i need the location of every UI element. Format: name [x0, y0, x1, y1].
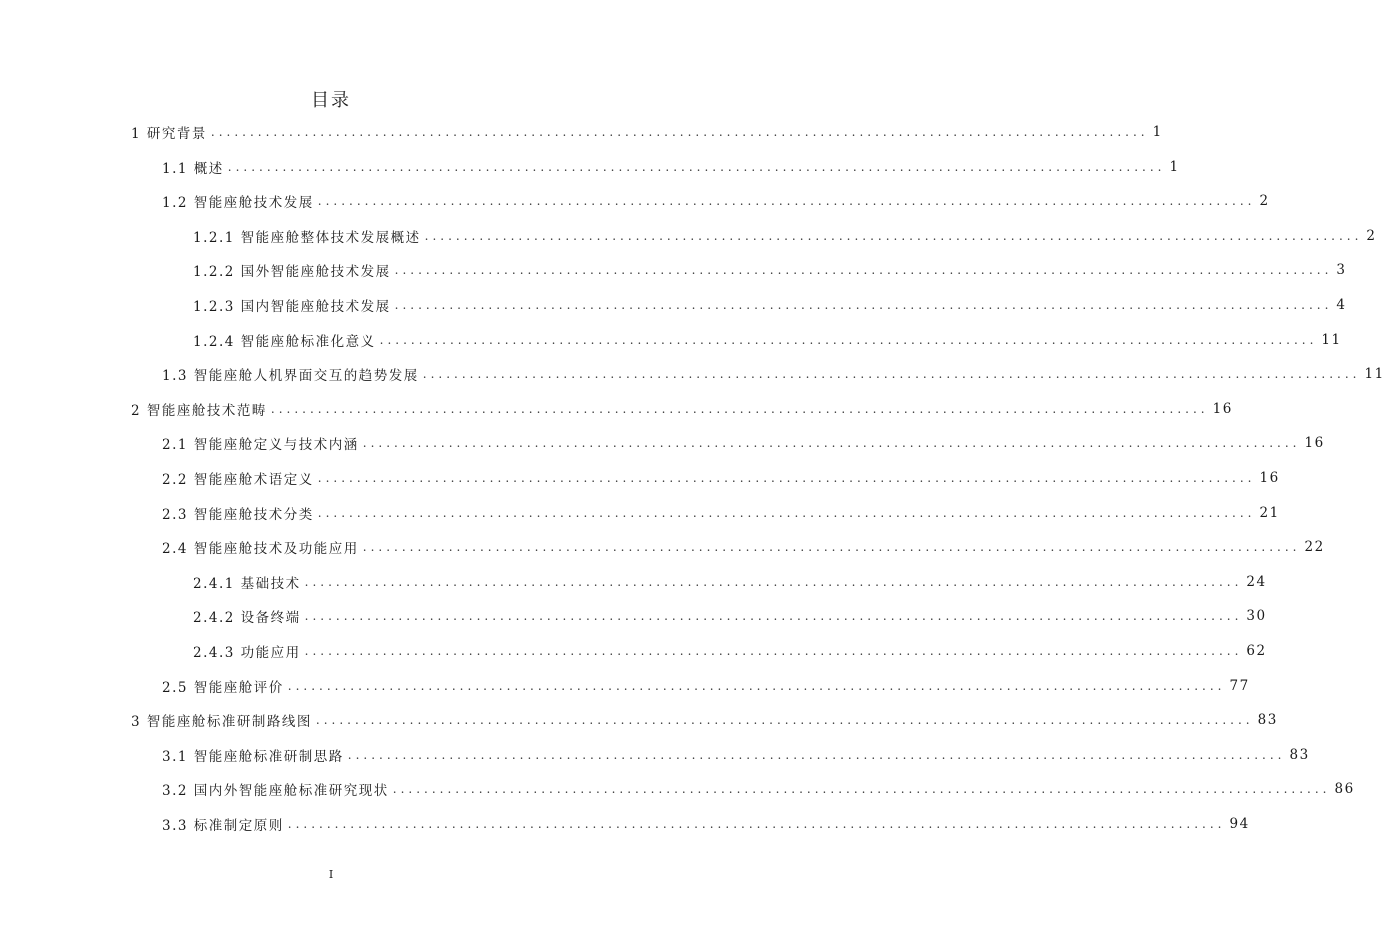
toc-entry-label: 1.2.4 智能座舱标准化意义	[193, 333, 376, 350]
toc-entry-page: 94	[1229, 816, 1250, 832]
toc-entry-label: 2.2 智能座舱术语定义	[162, 472, 314, 488]
toc-entry-page: 2	[1259, 193, 1270, 210]
toc-leader-dots: ........................................................................................................................	[317, 505, 1256, 520]
toc-leader-dots: ........................................................................................................................	[304, 644, 1243, 658]
toc-entry-page: 1	[1152, 124, 1163, 140]
toc-entry-page: 77	[1229, 677, 1250, 694]
toc-entry[interactable]	[131, 118, 1163, 146]
toc-leader-dots: ........................................................................................................................	[394, 263, 1333, 278]
toc-entry-label: 3.3 标准制定原则	[162, 818, 284, 834]
toc-entry-label: 2.4.1 基础技术	[193, 575, 301, 592]
toc-entry[interactable]	[193, 291, 1347, 319]
toc-leader-dots: ........................................................................................................................	[422, 367, 1361, 382]
toc-leader-dots: ........................................................................................................................	[424, 228, 1363, 243]
toc-entry[interactable]	[162, 533, 1325, 561]
toc-entry[interactable]	[162, 741, 1310, 769]
toc-entry-label: 1 研究背景	[131, 126, 207, 142]
toc-leader-dots: ........................................................................................................................	[379, 332, 1318, 347]
toc-entry[interactable]	[162, 464, 1280, 492]
toc-leader-dots: ........................................................................................................................	[317, 194, 1256, 209]
toc-leader-dots: ........................................................................................................................	[362, 436, 1301, 451]
toc-entry-label: 3.1 智能座舱标准研制思路	[162, 748, 344, 765]
toc-entry[interactable]	[193, 256, 1347, 284]
toc-entry[interactable]	[193, 637, 1267, 665]
toc-entry[interactable]	[162, 672, 1250, 700]
toc-entry-label: 2.1 智能座舱定义与技术内涵	[162, 437, 359, 454]
toc-entry-label: 1.2.2 国外智能座舱技术发展	[193, 264, 391, 281]
toc-entry-label: 1.3 智能座舱人机界面交互的趋势发展	[162, 368, 419, 385]
toc-entry-label: 1.2.1 智能座舱整体技术发展概述	[193, 229, 421, 246]
toc-entry-page: 24	[1246, 573, 1267, 590]
toc-entry-label: 1.2.3 国内智能座舱技术发展	[193, 299, 391, 315]
toc-leader-dots: ........................................................................................................................	[210, 125, 1149, 139]
toc-title: 目录	[311, 90, 351, 111]
toc-leader-dots: ........................................................................................................................	[317, 471, 1256, 485]
toc-entry-page: 11	[1364, 366, 1385, 383]
toc-entry-page: 86	[1334, 781, 1355, 798]
toc-entry-page: 16	[1259, 470, 1280, 486]
toc-leader-dots: ........................................................................................................................	[304, 609, 1243, 624]
toc-entry-page: 22	[1304, 539, 1325, 556]
toc-entry-page: 11	[1321, 331, 1342, 348]
toc-leader-dots: ........................................................................................................................	[347, 747, 1286, 762]
toc-entry[interactable]	[162, 429, 1325, 457]
toc-entry[interactable]	[162, 153, 1180, 181]
toc-leader-dots: ........................................................................................................................	[227, 159, 1166, 174]
toc-entry[interactable]	[162, 499, 1280, 527]
toc-entry-page: 2	[1366, 227, 1377, 244]
toc-leader-dots: ........................................................................................................................	[270, 401, 1209, 416]
toc-entry[interactable]	[162, 187, 1270, 215]
toc-entry[interactable]	[193, 326, 1342, 354]
toc-entry-label: 3 智能座舱标准研制路线图	[131, 714, 312, 731]
toc-entry[interactable]	[193, 602, 1267, 630]
toc-entry-page: 62	[1246, 643, 1267, 659]
toc-entry[interactable]	[193, 222, 1377, 250]
toc-entry-label: 2.4 智能座舱技术及功能应用	[162, 541, 359, 558]
toc-entry-label: 3.2 国内外智能座舱标准研究现状	[162, 783, 389, 800]
toc-entry[interactable]	[131, 395, 1233, 423]
toc-leader-dots: ........................................................................................................................	[315, 713, 1254, 728]
toc-entry-page: 21	[1259, 504, 1280, 521]
toc-entry-page: 1	[1169, 158, 1180, 175]
toc-entry[interactable]	[162, 775, 1355, 803]
toc-entry-page: 16	[1212, 400, 1233, 417]
toc-leader-dots: ........................................................................................................................	[392, 782, 1331, 797]
toc-entry[interactable]	[162, 360, 1385, 388]
toc-entry-label: 2.3 智能座舱技术分类	[162, 506, 314, 523]
page-number: I	[328, 868, 334, 881]
toc-entry[interactable]	[162, 810, 1250, 838]
toc-entry-page: 83	[1289, 746, 1310, 763]
toc-entry-page: 4	[1336, 297, 1347, 313]
toc-leader-dots: ........................................................................................................................	[287, 678, 1226, 693]
toc-entry[interactable]	[193, 568, 1267, 596]
toc-leader-dots: ........................................................................................................................	[304, 574, 1243, 589]
toc-leader-dots: ........................................................................................................................	[394, 298, 1333, 312]
toc-entry-label: 2.5 智能座舱评价	[162, 679, 284, 696]
toc-entry[interactable]	[131, 706, 1278, 734]
toc-entry-page: 30	[1246, 608, 1267, 625]
toc-entry-label: 2.4.2 设备终端	[193, 610, 301, 627]
toc-leader-dots: ........................................................................................................................	[362, 540, 1301, 555]
toc-entry-label: 2 智能座舱技术范畴	[131, 402, 267, 419]
toc-entry-page: 16	[1304, 435, 1325, 452]
toc-entry-label: 2.4.3 功能应用	[193, 645, 301, 661]
toc-entry-label: 1.1 概述	[162, 160, 224, 177]
toc-entry-page: 83	[1257, 712, 1278, 729]
toc-leader-dots: ........................................................................................................................	[287, 817, 1226, 831]
toc-entry-label: 1.2 智能座舱技术发展	[162, 195, 314, 212]
toc-entry-page: 3	[1336, 262, 1347, 279]
